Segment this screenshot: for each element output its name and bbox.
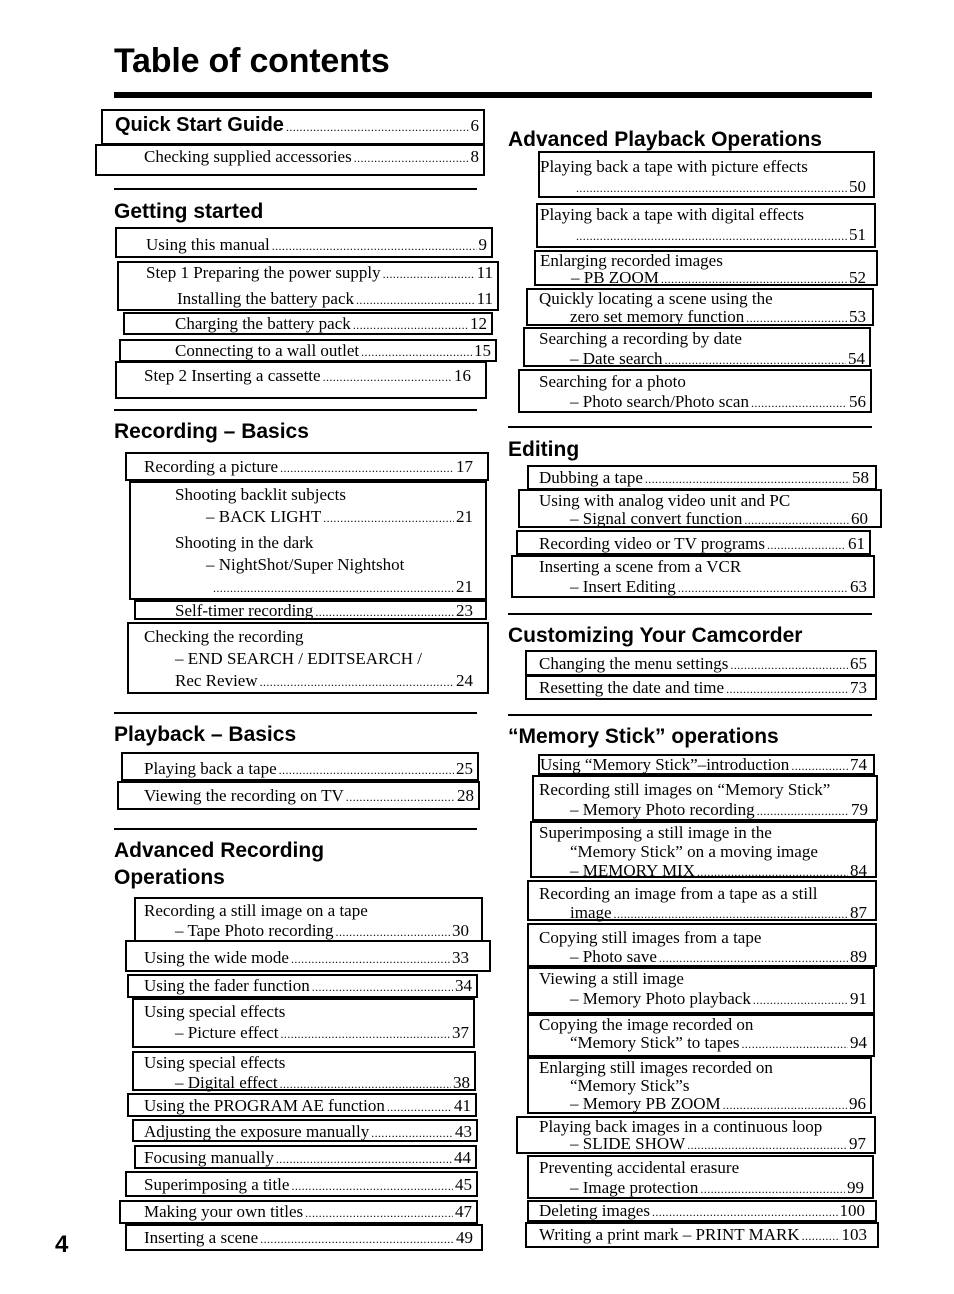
toc-entry[interactable] <box>536 203 876 248</box>
entry-text: Searching a recording by date <box>539 329 742 348</box>
leader-dots <box>213 577 454 599</box>
leader-dots <box>753 990 848 1010</box>
entry-text: “Memory Stick” to tapes <box>570 1033 740 1052</box>
section-title-quick-start: Quick Start Guide <box>115 114 284 136</box>
toc-entry[interactable] <box>534 250 878 286</box>
entry-text: – Date search <box>570 349 663 368</box>
entry-text: image <box>570 903 612 922</box>
page-ref: 96 <box>849 1094 866 1113</box>
page-ref: 58 <box>852 468 869 487</box>
leader-dots <box>645 469 850 489</box>
entry-text: Using with analog video unit and PC <box>539 491 791 510</box>
entry-text: Shooting backlit subjects <box>175 485 346 504</box>
section-rule <box>114 409 477 411</box>
entry-text: – END SEARCH / EDITSEARCH / <box>175 649 422 668</box>
leader-dots <box>356 290 475 310</box>
toc-entry[interactable] <box>527 923 877 967</box>
section-rule <box>508 714 872 716</box>
section-title-memory-stick: “Memory Stick” operations <box>508 725 779 748</box>
page-ref: 49 <box>456 1228 473 1247</box>
entry-text: Checking the recording <box>144 627 304 646</box>
page-ref: 61 <box>848 534 865 553</box>
entry-text: zero set memory function <box>570 307 745 326</box>
page-ref: 15 <box>474 341 491 360</box>
page-ref: 25 <box>456 759 473 778</box>
page-ref: 11 <box>476 263 493 282</box>
quick-start-entry[interactable] <box>101 109 485 145</box>
toc-entry[interactable] <box>511 555 875 598</box>
toc-entry[interactable] <box>134 1145 477 1169</box>
page-ref: 12 <box>470 314 487 333</box>
entry-text: Charging the battery pack <box>175 314 351 333</box>
page-ref: 45 <box>455 1175 472 1194</box>
toc-entry[interactable] <box>518 369 872 413</box>
page-ref: 33 <box>452 948 469 967</box>
entry-text: Using “Memory Stick”–introduction <box>540 755 790 774</box>
page-ref: 41 <box>454 1096 471 1115</box>
leader-dots <box>791 757 848 775</box>
entry-text: Shooting in the dark <box>175 533 314 552</box>
toc-entry[interactable] <box>134 897 483 942</box>
entry-text: Focusing manually <box>144 1148 274 1167</box>
toc-entry[interactable] <box>527 1200 877 1222</box>
entry-text: – MEMORY MIX <box>570 861 695 880</box>
entry-text: Deleting images <box>539 1201 650 1220</box>
leader-dots <box>751 393 847 413</box>
entry-text: – Signal convert function <box>570 509 743 528</box>
toc-entry[interactable] <box>132 998 475 1048</box>
leader-dots <box>323 367 452 387</box>
page-ref: 79 <box>851 800 868 819</box>
page-ref: 21 <box>456 507 473 526</box>
page-ref: 65 <box>850 654 867 673</box>
toc-entry[interactable] <box>95 144 485 176</box>
entry-text: – Photo save <box>570 947 657 966</box>
entry-text: – Photo search/Photo scan <box>570 392 749 411</box>
entry-text: Playing back a tape with picture effects <box>540 157 808 176</box>
toc-entry[interactable] <box>525 1222 879 1248</box>
page-ref: 74 <box>850 755 867 774</box>
entry-text: Playing back a tape <box>144 759 277 778</box>
leader-dots <box>687 1137 847 1154</box>
leader-dots <box>661 271 847 288</box>
entry-text: Inserting a scene from a VCR <box>539 557 742 576</box>
toc-entry[interactable] <box>132 1119 478 1142</box>
toc-entry[interactable] <box>525 650 877 676</box>
entry-text: Recording a picture <box>144 457 279 476</box>
section-title-customizing: Customizing Your Camcorder <box>508 624 803 647</box>
page-ref: 47 <box>455 1202 472 1221</box>
page-ref: 9 <box>478 235 487 254</box>
entry-text: “Memory Stick” on a moving image <box>570 842 818 861</box>
entry-text: Rec Review <box>175 671 258 690</box>
leader-dots <box>280 1074 451 1094</box>
leader-dots <box>281 1024 450 1045</box>
leader-dots <box>652 1203 838 1221</box>
section-rule <box>114 828 477 830</box>
leader-dots <box>353 315 468 335</box>
toc-entry[interactable] <box>115 227 493 258</box>
leader-dots <box>659 949 848 968</box>
entry-text: – PB ZOOM <box>571 268 659 287</box>
entry-text: Using this manual <box>146 235 270 254</box>
leader-dots <box>383 264 475 284</box>
leader-dots <box>280 458 454 478</box>
toc-entry[interactable] <box>121 752 479 781</box>
leader-dots <box>802 1226 840 1246</box>
page-ref: 30 <box>452 921 469 940</box>
entry-text: Dubbing a tape <box>539 468 643 487</box>
page-ref: 17 <box>456 457 473 476</box>
page-ref: 44 <box>454 1148 471 1167</box>
entry-text: – Memory Photo recording <box>570 800 755 819</box>
toc-entry[interactable] <box>125 1224 483 1251</box>
leader-dots <box>312 977 453 997</box>
entry-text: Checking supplied accessories <box>144 147 352 166</box>
page-ref: 38 <box>453 1073 470 1092</box>
toc-entry[interactable] <box>527 1155 874 1199</box>
toc-entry[interactable] <box>125 452 489 481</box>
page-ref: 37 <box>452 1023 469 1042</box>
entry-text: – Memory Photo playback <box>570 989 751 1008</box>
toc-entry[interactable] <box>526 288 874 326</box>
toc-entry[interactable] <box>527 1057 872 1114</box>
entry-text: – Memory PB ZOOM <box>570 1094 721 1113</box>
section-title-advanced-recording-line2: Operations <box>114 866 225 889</box>
toc-entry[interactable] <box>127 622 489 694</box>
entry-text: – NightShot/Super Nightshot <box>206 555 405 574</box>
leader-dots <box>726 679 848 699</box>
page-ref: 54 <box>848 349 865 368</box>
page-title: Table of contents <box>114 42 390 80</box>
leader-dots <box>387 1097 452 1117</box>
section-title-editing: Editing <box>508 438 580 461</box>
toc-entry[interactable] <box>117 261 499 311</box>
page-ref: 51 <box>849 225 866 244</box>
entry-text: Enlarging recorded images <box>540 251 723 270</box>
leader-dots <box>260 671 454 693</box>
entry-text: Preventing accidental erasure <box>539 1158 740 1177</box>
toc-entry[interactable] <box>527 967 875 1014</box>
toc-entry[interactable] <box>132 1051 476 1091</box>
leader-dots <box>315 604 454 621</box>
entry-text: Changing the menu settings <box>539 654 729 673</box>
page-ref: 56 <box>849 392 866 411</box>
page-ref: 63 <box>850 577 867 596</box>
toc-entry[interactable] <box>523 327 871 367</box>
entry-text: Using special effects <box>144 1002 286 1021</box>
toc-entry[interactable] <box>538 151 875 198</box>
section-rule <box>114 712 477 714</box>
page-ref: 100 <box>839 1201 865 1220</box>
toc-entry[interactable] <box>527 880 877 921</box>
entry-text: Using special effects <box>144 1053 286 1072</box>
leader-dots <box>291 1176 453 1196</box>
entry-text: Superimposing a still image in the <box>539 823 772 842</box>
entry-text: Recording still images on “Memory Stick” <box>539 780 831 799</box>
toc-entry[interactable] <box>532 775 878 821</box>
page-ref: 73 <box>850 678 867 697</box>
entry-text: Writing a print mark – PRINT MARK <box>539 1225 800 1244</box>
leader-dots <box>361 342 472 362</box>
leader-dots <box>354 148 469 168</box>
page-ref: 43 <box>455 1122 472 1141</box>
page-ref: 94 <box>850 1033 867 1052</box>
entry-text: – Tape Photo recording <box>175 921 334 940</box>
toc-entry[interactable] <box>516 530 871 555</box>
section-title-advanced-playback: Advanced Playback Operations <box>508 128 822 151</box>
entry-text: Recording video or TV programs <box>539 534 765 553</box>
toc-entry[interactable] <box>127 1093 477 1117</box>
toc-entry[interactable] <box>117 781 480 810</box>
entry-text: Quickly locating a scene using the <box>539 289 773 308</box>
leader-dots <box>576 226 847 246</box>
entry-text: Step 2 Inserting a cassette <box>144 366 321 385</box>
leader-dots <box>665 350 846 370</box>
page-ref: 91 <box>850 989 867 1008</box>
leader-dots <box>336 922 450 942</box>
leader-dots <box>767 535 846 555</box>
toc-entry[interactable] <box>530 821 877 878</box>
entry-text: – Insert Editing <box>570 577 676 596</box>
entry-text: “Memory Stick”s <box>570 1076 690 1095</box>
toc-entry[interactable] <box>134 600 487 620</box>
page-ref: 99 <box>847 1178 864 1197</box>
page-ref: 11 <box>476 289 493 308</box>
entry-text: Viewing a still image <box>539 969 684 988</box>
toc-entry[interactable] <box>527 465 877 490</box>
page-ref: 53 <box>849 307 866 326</box>
section-title-playback-basics: Playback – Basics <box>114 723 297 746</box>
entry-text: Installing the battery pack <box>177 289 355 308</box>
leader-dots <box>291 949 450 969</box>
toc-entry[interactable] <box>127 974 478 998</box>
toc-entry[interactable] <box>538 754 875 775</box>
entry-text: Playing back a tape with digital effects <box>540 205 805 224</box>
entry-text: Connecting to a wall outlet <box>175 341 360 360</box>
entry-text: Using the fader function <box>144 976 310 995</box>
page-ref: 24 <box>456 671 473 690</box>
page-ref: 21 <box>456 577 473 596</box>
page-ref: 52 <box>849 268 866 287</box>
entry-text: Playing back images in a continuous loop <box>539 1117 823 1136</box>
leader-dots <box>260 1229 454 1249</box>
entry-text: Inserting a scene <box>144 1228 259 1247</box>
toc-entry[interactable] <box>125 940 491 972</box>
toc-entry[interactable] <box>129 481 487 600</box>
toc-entry[interactable] <box>527 1014 875 1057</box>
page-ref: 28 <box>457 786 474 805</box>
entry-text: Copying the image recorded on <box>539 1015 754 1034</box>
toc-entry[interactable] <box>123 312 493 335</box>
page-ref: 6 <box>470 116 479 135</box>
toc-entry[interactable] <box>119 1200 478 1224</box>
entry-text: – Digital effect <box>175 1073 278 1092</box>
leader-dots <box>746 309 847 327</box>
entry-text: Viewing the recording on TV <box>144 786 344 805</box>
leader-dots <box>276 1149 452 1169</box>
page-ref: 34 <box>455 976 472 995</box>
leader-dots <box>305 1203 453 1223</box>
section-title-advanced-recording: Advanced Recording <box>114 839 325 862</box>
entry-text: Recording an image from a tape as a still <box>539 884 818 903</box>
toc-entry[interactable] <box>525 675 877 700</box>
page-ref: 103 <box>841 1225 867 1244</box>
leader-dots <box>730 655 848 675</box>
entry-text: Using the wide mode <box>144 948 289 967</box>
page-ref: 84 <box>850 861 867 880</box>
leader-dots <box>576 178 847 198</box>
title-rule <box>114 92 872 98</box>
section-title-recording-basics: Recording – Basics <box>114 420 309 443</box>
leader-dots <box>346 787 455 807</box>
toc-entry[interactable] <box>516 1116 876 1154</box>
page-ref: 50 <box>849 177 866 196</box>
toc-entry[interactable] <box>115 361 487 399</box>
entry-text: – SLIDE SHOW <box>570 1134 686 1153</box>
section-rule <box>508 613 872 615</box>
leader-dots <box>323 507 454 529</box>
entry-text: – Picture effect <box>175 1023 279 1042</box>
section-title-getting-started: Getting started <box>114 200 264 223</box>
leader-dots <box>279 760 454 780</box>
entry-text: Superimposing a title <box>144 1175 290 1194</box>
leader-dots <box>723 1096 847 1114</box>
page-ref: 16 <box>454 366 471 385</box>
entry-text: Enlarging still images recorded on <box>539 1058 773 1077</box>
leader-dots <box>272 236 477 256</box>
leader-dots <box>744 510 849 530</box>
entry-text: Using the PROGRAM AE function <box>144 1096 385 1115</box>
toc-entry[interactable] <box>518 489 882 528</box>
entry-text: Self-timer recording <box>175 601 314 620</box>
page-ref: 8 <box>470 147 479 166</box>
leader-dots <box>700 1179 845 1199</box>
leader-dots <box>742 1035 849 1053</box>
entry-text: Copying still images from a tape <box>539 928 762 947</box>
page-ref: 87 <box>850 903 867 922</box>
page-number: 4 <box>55 1231 69 1258</box>
entry-text: – BACK LIGHT <box>206 507 322 526</box>
entry-text: Making your own titles <box>144 1202 304 1221</box>
entry-text: Step 1 Preparing the power supply <box>146 263 381 282</box>
section-rule <box>508 426 872 428</box>
leader-dots <box>371 1123 453 1143</box>
section-rule <box>114 188 477 190</box>
leader-dots <box>757 801 849 821</box>
entry-text: Searching for a photo <box>539 372 686 391</box>
toc-entry[interactable] <box>125 1171 478 1197</box>
page-ref: 97 <box>849 1134 866 1153</box>
leader-dots <box>286 117 469 137</box>
page-ref: 23 <box>456 601 473 620</box>
entry-text: Adjusting the exposure manually <box>144 1122 370 1141</box>
leader-dots <box>614 905 848 924</box>
page-ref: 89 <box>850 947 867 966</box>
entry-text: Recording a still image on a tape <box>144 901 368 920</box>
entry-text: – Image protection <box>570 1178 699 1197</box>
leader-dots <box>678 578 848 598</box>
entry-text: Resetting the date and time <box>539 678 725 697</box>
toc-entry[interactable] <box>119 339 497 362</box>
page-ref: 60 <box>851 509 868 528</box>
